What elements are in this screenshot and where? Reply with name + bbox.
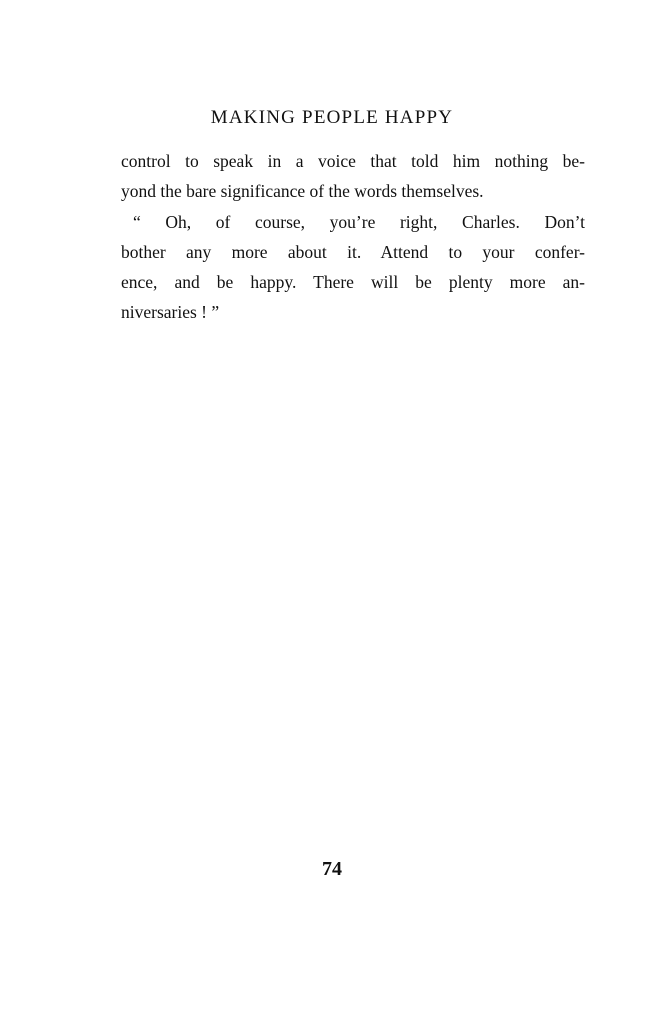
- text-line: niversaries ! ”: [121, 302, 220, 323]
- page-number: 74: [322, 858, 342, 880]
- body-text: [121, 146, 585, 328]
- running-head: MAKING PEOPLE HAPPY: [210, 107, 454, 128]
- text-line: yond the bare significance of the words themselves.: [121, 181, 484, 202]
- text-line: ence, and be happy. There will be plenty more an-: [121, 272, 585, 293]
- text-line: control to speak in a voice that told him nothing be-: [121, 151, 585, 171]
- text-line: “ Oh, of course, you’re right, Charles. Don’t: [133, 211, 585, 232]
- text-line: bother any more about it. Attend to your confer-: [121, 241, 585, 262]
